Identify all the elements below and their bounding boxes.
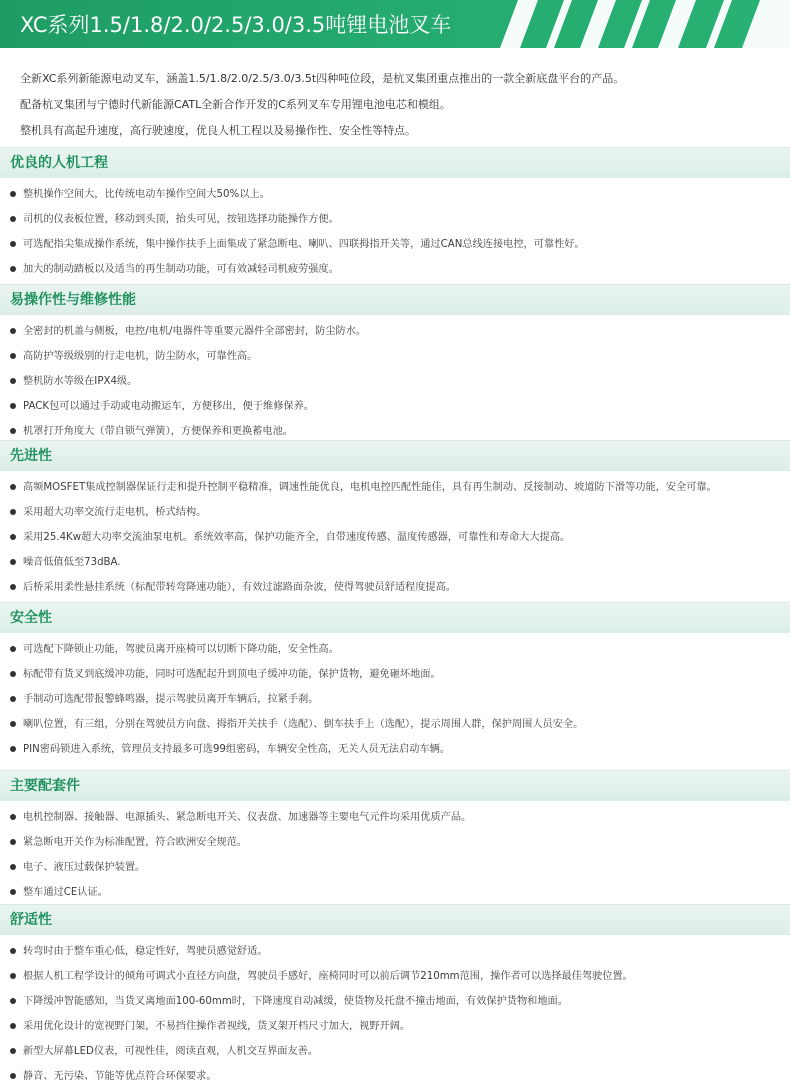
- bullet-icon: [10, 646, 16, 652]
- section-heading: 舒适性: [0, 904, 790, 935]
- section-components: [0, 770, 790, 905]
- list-item: 全密封的机盖与侧板，电控/电机/电器件等重要元器件全部密封，防尘防水。: [0, 319, 790, 344]
- bullet-icon: [10, 266, 16, 272]
- list-item: 下降缓冲智能感知，当货叉离地面100-60mm时，下降速度自动减缓，使货物及托盘不撞击地面，有效保护货物和地面。: [0, 989, 790, 1014]
- list-item: 采用25.4Kw超大功率交流油泵电机。系统效率高，保护功能齐全，自带速度传感、温度传感器，可靠性和寿命大大提高。: [0, 525, 790, 550]
- bullet-icon: [10, 746, 16, 752]
- section-advanced: [0, 440, 790, 600]
- list-item: 噪音低值低至73dBA.: [0, 550, 790, 575]
- bullet-icon: [10, 191, 16, 197]
- list-item: PIN密码锁进入系统，管理员支持最多可选99组密码，车辆安全性高，无关人员无法启动车辆。: [0, 737, 790, 762]
- list-item: 加大的制动踏板以及适当的再生制动功能，可有效减轻司机疲劳强度。: [0, 257, 790, 282]
- list-item: 机罩打开角度大（带自锁气弹簧），方便保养和更换蓄电池。: [0, 419, 790, 444]
- list-item: 高频MOSFET集成控制器保证行走和提升控制平稳精准，调速性能优良，电机电控匹配性能佳，具有再生制动、反接制动、坡道防下滑等功能，安全可靠。: [0, 475, 790, 500]
- list-item: 紧急断电开关作为标准配置，符合欧洲安全规范。: [0, 830, 790, 855]
- section-heading: 易操作性与维修性能: [0, 284, 790, 315]
- list-item: 采用优化设计的宽视野门架，不易挡住操作者视线，货叉架开档尺寸加大，视野开阔。: [0, 1014, 790, 1039]
- list-item: 整车通过CE认证。: [0, 880, 790, 905]
- list-item: 可选配指尖集成操作系统，集中操作扶手上面集成了紧急断电、喇叭、四联拇指开关等，通过CAN总线连接电控，可靠性好。: [0, 232, 790, 257]
- bullet-icon: [10, 973, 16, 979]
- bullet-icon: [10, 403, 16, 409]
- list-item: 转弯时由于整车重心低，稳定性好，驾驶员感觉舒适。: [0, 939, 790, 964]
- bullet-icon: [10, 948, 16, 954]
- section-ergonomics: [0, 147, 790, 282]
- bullet-icon: [10, 534, 16, 540]
- list-item: 后桥采用柔性悬挂系统（标配带转弯降速功能），有效过滤路面杂波，使得驾驶员舒适程度提高。: [0, 575, 790, 600]
- bullet-icon: [10, 584, 16, 590]
- intro-block: [0, 48, 790, 144]
- list-item: 整机防水等级在IPX4级。: [0, 369, 790, 394]
- list-item: 采用超大功率交流行走电机，桥式结构。: [0, 500, 790, 525]
- bullet-icon: [10, 864, 16, 870]
- intro-line: 配备杭叉集团与宁德时代新能源CATL全新合作开发的C系列叉车专用锂电池电芯和模组。: [20, 98, 451, 111]
- list-item: 手制动可选配带报警蜂鸣器，提示驾驶员离开车辆后，拉紧手刹。: [0, 687, 790, 712]
- bullet-icon: [10, 328, 16, 334]
- intro-line: 全新XC系列新能源电动叉车，涵盖1.5/1.8/2.0/2.5/3.0/3.5t四种吨位段，是杭叉集团重点推出的一款全新底盘平台的产品。: [20, 72, 625, 85]
- list-item: 根据人机工程学设计的倾角可调式小直径方向盘，驾驶员手感好，座椅同时可以前后调节210mm范围，操作者可以选择最佳驾驶位置。: [0, 964, 790, 989]
- bullet-icon: [10, 509, 16, 515]
- bullet-icon: [10, 378, 16, 384]
- bullet-icon: [10, 671, 16, 677]
- list-item: 电机控制器、接触器、电源插头、紧急断电开关、仪表盘、加速器等主要电气元件均采用优质产品。: [0, 805, 790, 830]
- bullet-icon: [10, 241, 16, 247]
- bullet-icon: [10, 559, 16, 565]
- list-item: PACK包可以通过手动或电动搬运车，方便移出，便于维修保养。: [0, 394, 790, 419]
- title-banner: [0, 0, 790, 48]
- section-heading: 优良的人机工程: [0, 147, 790, 178]
- bullet-icon: [10, 484, 16, 490]
- list-item: 整机操作空间大，比传统电动车操作空间大50%以上。: [0, 182, 790, 207]
- bullet-icon: [10, 353, 16, 359]
- list-item: 电子、液压过载保护装置。: [0, 855, 790, 880]
- bullet-icon: [10, 721, 16, 727]
- bullet-icon: [10, 428, 16, 434]
- page-title: XC系列1.5/1.8/2.0/2.5/3.0/3.5吨锂电池叉车: [20, 13, 452, 37]
- intro-line: 整机具有高起升速度，高行驶速度，优良人机工程以及易操作性、安全性等特点。: [20, 124, 416, 137]
- section-heading: 安全性: [0, 602, 790, 633]
- bullet-icon: [10, 889, 16, 895]
- list-item: 静音、无污染、节能等优点符合环保要求。: [0, 1064, 790, 1089]
- decorative-stripes: [460, 0, 790, 48]
- section-safety: [0, 602, 790, 762]
- section-heading: 主要配套件: [0, 770, 790, 801]
- bullet-icon: [10, 839, 16, 845]
- list-item: 标配带有货叉到底缓冲功能，同时可选配起升到顶电子缓冲功能，保护货物，避免砸坏地面。: [0, 662, 790, 687]
- section-heading: 先进性: [0, 440, 790, 471]
- bullet-icon: [10, 814, 16, 820]
- list-item: 可选配下降锁止功能，驾驶员离开座椅可以切断下降功能，安全性高。: [0, 637, 790, 662]
- bullet-icon: [10, 998, 16, 1004]
- bullet-icon: [10, 216, 16, 222]
- bullet-icon: [10, 696, 16, 702]
- list-item: 喇叭位置，有三组，分别在驾驶员方向盘、拇指开关扶手（选配）、倒车扶手上（选配），提示周围人群，保护周围人员安全。: [0, 712, 790, 737]
- bullet-icon: [10, 1023, 16, 1029]
- list-item: 司机的仪表板位置，移动到头顶，抬头可见，按钮选择功能操作方便。: [0, 207, 790, 232]
- list-item: 新型大屏幕LED仪表，可视性佳，阅读直观，人机交互界面友善。: [0, 1039, 790, 1064]
- section-maintainability: [0, 284, 790, 444]
- bullet-icon: [10, 1048, 16, 1054]
- bullet-icon: [10, 1073, 16, 1079]
- section-comfort: [0, 904, 790, 1089]
- list-item: 高防护等级级别的行走电机，防尘防水，可靠性高。: [0, 344, 790, 369]
